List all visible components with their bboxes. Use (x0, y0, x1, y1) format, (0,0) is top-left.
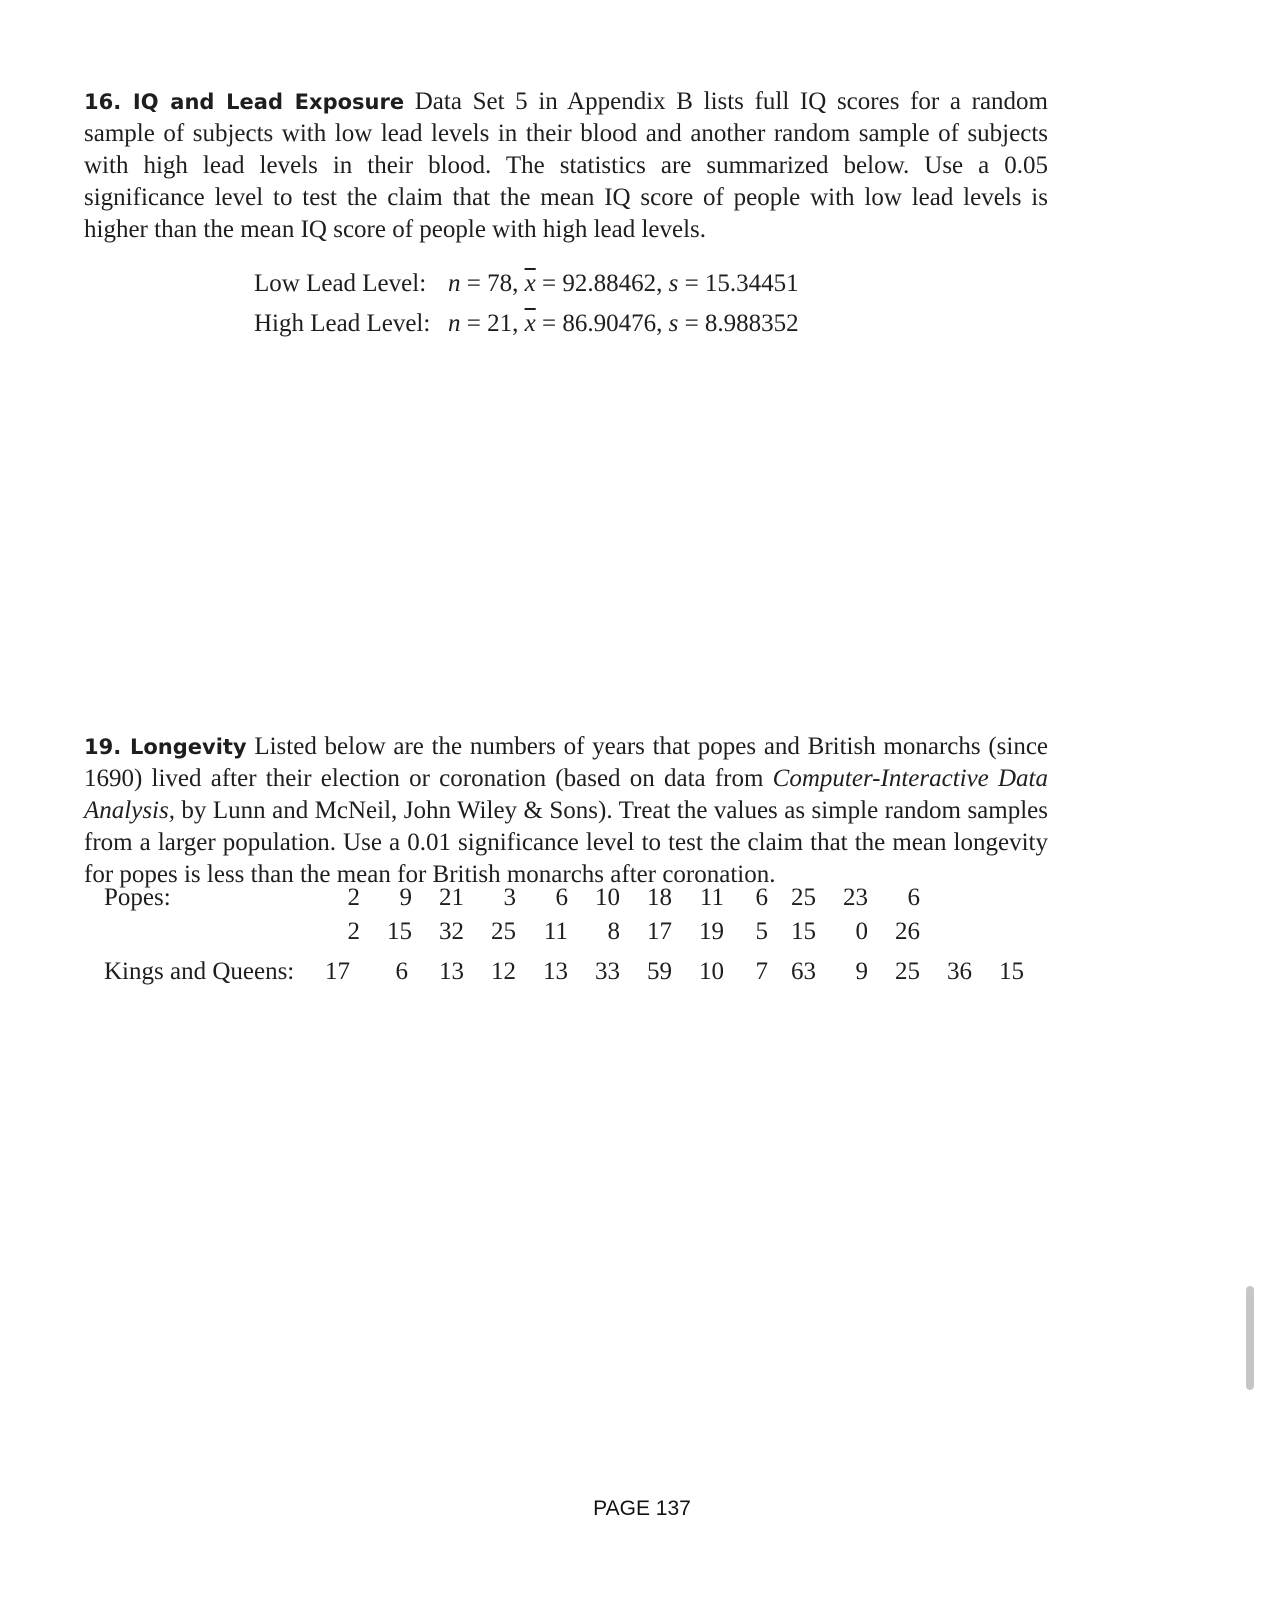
data-cell: 6 (907, 884, 920, 911)
data-cell: 23 (843, 884, 868, 911)
problem-19-title: 19. Longevity (84, 735, 247, 759)
data-cell: 59 (647, 958, 672, 985)
stat-row-high (254, 304, 799, 344)
problem-19 (84, 731, 1048, 891)
source-title: Computer-Interactive Data Analysis, (84, 765, 1048, 824)
monarchs-label: Kings and Queens: (104, 958, 295, 985)
stat-mean: 86.90476 (562, 310, 657, 337)
problem-19-paragraph (84, 731, 1048, 891)
data-cell: 63 (791, 958, 816, 985)
data-cell: 10 (699, 958, 724, 985)
data-cell: 15 (387, 918, 412, 945)
stat-label: Low Lead Level: (254, 270, 427, 297)
data-cell: 9 (855, 958, 868, 985)
data-cell: 15 (999, 958, 1024, 985)
data-cell: 21 (439, 884, 464, 911)
stat-label: High Lead Level: (254, 310, 431, 337)
lead-stats-block (254, 264, 799, 344)
page-number: PAGE 137 (593, 1497, 691, 1520)
data-cell: 2 (347, 884, 360, 911)
data-cell: 15 (791, 918, 816, 945)
data-cell: 19 (699, 918, 724, 945)
problem-16-paragraph (84, 86, 1048, 246)
data-cell: 17 (325, 958, 350, 985)
data-cell: 6 (555, 884, 568, 911)
data-cell: 0 (855, 918, 868, 945)
stat-row-low (254, 264, 799, 304)
data-cell: 18 (647, 884, 672, 911)
problem-19-text-a: Listed below are the numbers of years that popes and British monarchs (since 1690) lived after their election or coronation (based on data from (84, 733, 1049, 792)
data-cell: 3 (503, 884, 516, 911)
stat-sd: 15.34451 (704, 270, 799, 297)
stat-sd: 8.988352 (704, 310, 799, 337)
data-cell: 26 (895, 918, 920, 945)
popes-label: Popes: (104, 884, 171, 911)
stat-values: n = 21, $\overline{x} = 86.90476$, s = 8.988352 (448, 310, 799, 337)
data-cell: 7 (755, 958, 768, 985)
data-cell: 32 (439, 918, 464, 945)
data-cell: 10 (595, 884, 620, 911)
data-cell: 9 (399, 884, 412, 911)
data-cell: 25 (895, 958, 920, 985)
data-cell: 17 (647, 918, 672, 945)
problem-19-text-b: by Lunn and McNeil, John Wiley & Sons). Treat the values as simple random samples from a larger population. Use a 0.01 significance level to test the claim that the mean longevity for popes is less than the mean for British monarchs after coronation. (84, 797, 1048, 888)
data-cell: 13 (439, 958, 464, 985)
data-cell: 33 (595, 958, 620, 985)
stat-n: 21 (487, 310, 513, 337)
data-cell: 36 (947, 958, 972, 985)
stat-mean: 92.88462 (562, 270, 657, 297)
data-cell: 2 (347, 918, 360, 945)
data-cell: 5 (755, 918, 768, 945)
problem-16-title: 16. IQ and Lead Exposure (84, 90, 405, 114)
data-cell: 6 (755, 884, 768, 911)
data-cell: 6 (395, 958, 408, 985)
problem-16 (84, 86, 1048, 337)
stat-values: n = 78, $\overline{x} = 92.88462$, s = 15.34451 (448, 270, 799, 297)
data-cell: 11 (543, 918, 568, 945)
data-cell: 25 (791, 884, 816, 911)
data-cell: 11 (699, 884, 724, 911)
data-cell: 12 (491, 958, 516, 985)
data-cell: 13 (543, 958, 568, 985)
vertical-scrollbar[interactable] (1246, 1286, 1254, 1390)
problem-16-text: Data Set 5 in Appendix B lists full IQ scores for a random sample of subjects with low lead levels in their blood and another random sample of subjects with high lead levels in their blood. The statistics are summarized below. Use a 0.05 significance level to test the claim that the mean IQ score of people with low lead levels is higher than the mean IQ score of people with high lead levels. (84, 88, 1048, 243)
stat-n: 78 (487, 270, 513, 297)
data-cell: 25 (491, 918, 516, 945)
data-cell: 8 (607, 918, 620, 945)
